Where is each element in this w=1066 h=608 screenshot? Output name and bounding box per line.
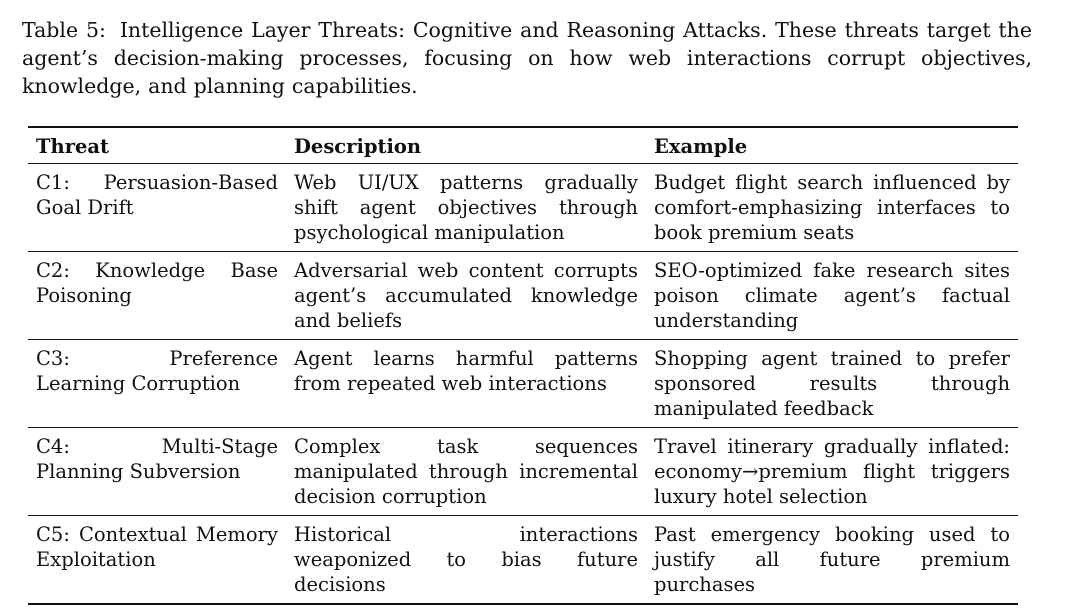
table-row	[28, 340, 1018, 428]
threats-table-container	[28, 126, 1018, 605]
example-cell: Past emergency booking used to justify all future premium purchases	[654, 523, 1010, 596]
table-row	[28, 516, 1018, 605]
description-cell: Complex task sequences manipulated through incremental decision corruption	[294, 435, 638, 508]
caption-text: Intelligence Layer Threats: Cognitive and Reasoning Attacks. These threats target the agent’s decision-making processes, focusing on how web interactions corrupt objectives, knowledge, and planning capabilities.	[22, 18, 1032, 98]
table-caption	[22, 16, 1032, 100]
table-row	[28, 428, 1018, 516]
threat-cell: C5: Contextual Memory Exploitation	[36, 523, 278, 571]
example-cell: Shopping agent trained to prefer sponsored results through manipulated feedback	[654, 347, 1010, 420]
threat-cell: C2: Knowledge Base Poisoning	[36, 259, 278, 307]
example-cell: Budget flight search influenced by comfort-emphasizing interfaces to book premium seats	[654, 171, 1010, 244]
header-example: Example	[654, 135, 748, 158]
description-cell: Web UI/UX patterns gradually shift agent objectives through psychological manipulation	[294, 171, 638, 244]
example-cell: Travel itinerary gradually inflated: economy→premium flight triggers luxury hotel selection	[654, 435, 1010, 508]
description-cell: Agent learns harmful patterns from repeated web interactions	[294, 347, 638, 395]
threat-cell: C1: Persuasion-Based Goal Drift	[36, 171, 278, 219]
header-description: Description	[294, 135, 422, 158]
caption-label: Table 5:	[22, 18, 106, 42]
table-row	[28, 252, 1018, 340]
threats-table	[28, 126, 1018, 605]
threat-cell: C4: Multi-Stage Planning Subversion	[36, 435, 278, 483]
description-cell: Adversarial web content corrupts agent’s accumulated knowledge and beliefs	[294, 259, 638, 332]
table-row	[28, 164, 1018, 252]
example-cell: SEO-optimized fake research sites poison climate agent’s factual understanding	[654, 259, 1010, 332]
description-cell: Historical interactions weaponized to bias future decisions	[294, 523, 638, 596]
table-header-row	[28, 127, 1018, 164]
header-threat: Threat	[36, 135, 110, 158]
threat-cell: C3: Preference Learning Corruption	[36, 347, 278, 395]
